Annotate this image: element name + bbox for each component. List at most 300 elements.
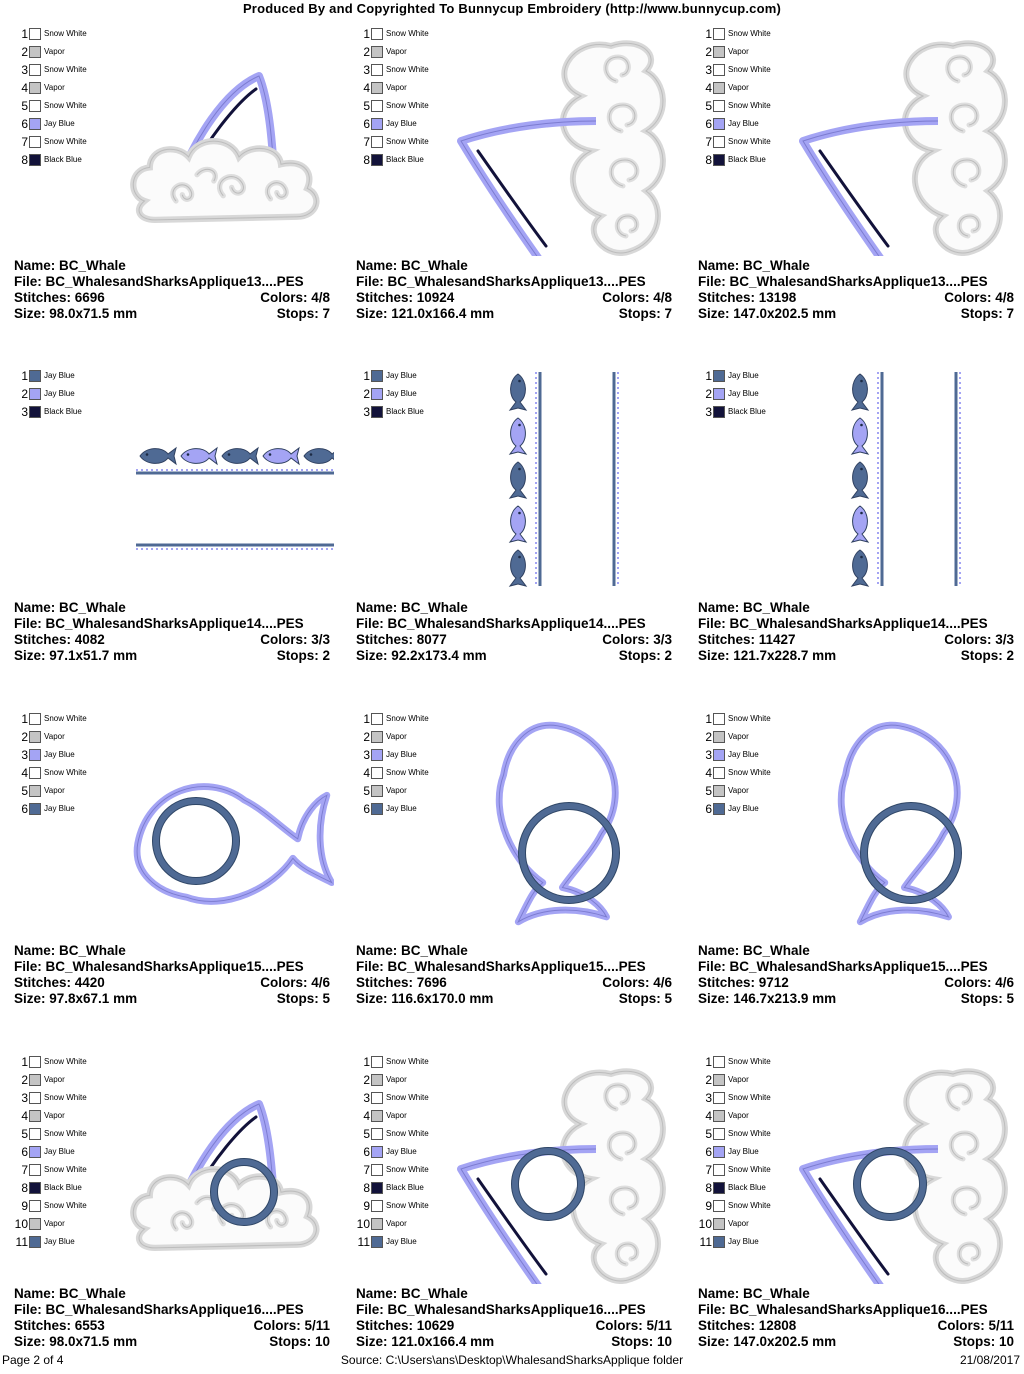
design-file: File: BC_WhalesandSharksApplique16....PES [14, 1302, 304, 1317]
design-name: Name: BC_Whale [698, 600, 810, 615]
legend-row [698, 1162, 808, 1178]
stop-count: Stops: 2 [960, 648, 1014, 663]
design-info [14, 1286, 330, 1350]
color-swatch [29, 1074, 41, 1086]
stop-count: Stops: 5 [960, 991, 1014, 1006]
thread-name: Snow White [386, 29, 429, 38]
thread-name: Jay Blue [386, 804, 417, 813]
color-swatch [713, 118, 725, 130]
legend-number: 1 [21, 1055, 28, 1069]
design-file: File: BC_WhalesandSharksApplique13....PES [356, 274, 646, 289]
design-size: Size: 147.0x202.5 mm [698, 306, 837, 321]
thread-name: Snow White [728, 101, 771, 110]
legend-number: 1 [363, 369, 370, 383]
thread-name: Snow White [728, 714, 771, 723]
design-info [698, 943, 1014, 1007]
color-swatch [371, 713, 383, 725]
design-name: Name: BC_Whale [356, 258, 468, 273]
legend-row [356, 26, 466, 42]
color-swatch [713, 1218, 725, 1230]
legend-number: 3 [21, 1091, 28, 1105]
design-info [356, 943, 672, 1007]
legend-row [14, 1162, 124, 1178]
thread-name: Snow White [44, 1093, 87, 1102]
thread-name: Black Blue [44, 407, 82, 416]
legend-row [698, 386, 808, 402]
design-size: Size: 121.0x166.4 mm [356, 306, 495, 321]
color-swatch [371, 1092, 383, 1104]
thread-name: Jay Blue [44, 1237, 75, 1246]
design-cell [14, 368, 334, 688]
design-name: Name: BC_Whale [14, 258, 126, 273]
legend-row [14, 98, 124, 114]
fish-motif [852, 506, 868, 542]
footer-date: 21/08/2017 [959, 1353, 1020, 1367]
legend-number: 11 [15, 1235, 28, 1249]
legend-row [14, 152, 124, 168]
legend-number: 7 [363, 1163, 370, 1177]
legend-number: 3 [705, 748, 712, 762]
legend-row [356, 1072, 466, 1088]
legend-number: 1 [21, 712, 28, 726]
color-swatch [371, 28, 383, 40]
color-swatch [371, 1110, 383, 1122]
legend-row [356, 1216, 466, 1232]
legend-row [14, 134, 124, 150]
thread-name: Vapor [386, 83, 407, 92]
design-cell [356, 368, 676, 688]
fish-motif [222, 448, 258, 464]
color-swatch [29, 82, 41, 94]
fish-motif [510, 462, 526, 498]
legend-row [356, 116, 466, 132]
fish-motif [140, 448, 176, 464]
fish-motif [304, 448, 334, 464]
legend-number: 5 [705, 99, 712, 113]
color-swatch [29, 118, 41, 130]
color-swatch [713, 1182, 725, 1194]
design-cell [14, 1054, 334, 1374]
legend-number: 6 [705, 802, 712, 816]
swirl-applique [905, 43, 1005, 253]
legend-number: 3 [705, 63, 712, 77]
legend-number: 2 [705, 730, 712, 744]
legend-row [698, 1234, 808, 1250]
legend-number: 10 [14, 1217, 28, 1231]
color-swatch [29, 406, 41, 418]
stitch-count: Stitches: 13198 [698, 290, 797, 305]
color-swatch [371, 1200, 383, 1212]
thread-name: Black Blue [728, 407, 766, 416]
thread-name: Jay Blue [386, 119, 417, 128]
legend-row [14, 783, 124, 799]
thread-name: Snow White [44, 29, 87, 38]
legend-number: 9 [705, 1199, 712, 1213]
color-swatch [371, 1164, 383, 1176]
color-swatch [713, 731, 725, 743]
legend-row [698, 368, 808, 384]
legend-row [356, 765, 466, 781]
legend-row [356, 801, 466, 817]
stop-count: Stops: 7 [618, 306, 672, 321]
legend-number: 3 [21, 63, 28, 77]
thread-name: Jay Blue [728, 1237, 759, 1246]
stop-count: Stops: 10 [611, 1334, 672, 1349]
stop-count: Stops: 5 [618, 991, 672, 1006]
legend-row [698, 1198, 808, 1214]
legend-row [698, 1108, 808, 1124]
color-count: Colors: 5/11 [595, 1318, 672, 1333]
thread-name: Vapor [728, 732, 749, 741]
thread-name: Jay Blue [728, 750, 759, 759]
color-swatch [371, 731, 383, 743]
design-info [14, 943, 330, 1007]
design-info [14, 600, 330, 664]
legend-row [14, 404, 124, 420]
legend-row [14, 116, 124, 132]
legend-number: 7 [363, 135, 370, 149]
design-size: Size: 98.0x71.5 mm [14, 1334, 138, 1349]
design-name: Name: BC_Whale [14, 1286, 126, 1301]
thread-name: Jay Blue [728, 389, 759, 398]
color-swatch [371, 136, 383, 148]
monogram-ring [854, 1148, 927, 1221]
thread-name: Black Blue [728, 1183, 766, 1192]
cloud-applique [133, 141, 316, 220]
legend-number: 1 [363, 27, 370, 41]
legend-number: 5 [21, 1127, 28, 1141]
legend-number: 8 [363, 1181, 370, 1195]
design-preview [798, 711, 1018, 941]
thread-name: Snow White [386, 137, 429, 146]
legend-number: 2 [363, 1073, 370, 1087]
thread-name: Vapor [44, 1111, 65, 1120]
thread-name: Jay Blue [386, 1237, 417, 1246]
design-name: Name: BC_Whale [698, 943, 810, 958]
thread-name: Snow White [728, 1201, 771, 1210]
fish-motif [852, 462, 868, 498]
legend-row [698, 1054, 808, 1070]
color-swatch [713, 136, 725, 148]
color-swatch [713, 1092, 725, 1104]
thread-name: Snow White [44, 1165, 87, 1174]
design-cell [698, 368, 1018, 688]
legend-number: 4 [21, 1109, 28, 1123]
color-swatch [29, 136, 41, 148]
legend-number: 5 [363, 784, 370, 798]
legend-row [356, 1180, 466, 1196]
design-preview [456, 1054, 676, 1284]
design-size: Size: 147.0x202.5 mm [698, 1334, 837, 1349]
legend-number: 1 [705, 712, 712, 726]
color-swatch [713, 1056, 725, 1068]
legend-row [356, 729, 466, 745]
design-cell [356, 711, 676, 1031]
legend-number: 5 [363, 1127, 370, 1141]
legend-number: 3 [21, 405, 28, 419]
color-swatch [29, 1110, 41, 1122]
stop-count: Stops: 7 [276, 306, 330, 321]
legend-row [698, 62, 808, 78]
color-swatch [713, 785, 725, 797]
color-swatch [371, 154, 383, 166]
legend-row [356, 1144, 466, 1160]
design-cell [14, 26, 334, 346]
color-swatch [713, 713, 725, 725]
color-swatch [29, 388, 41, 400]
design-cell [14, 711, 334, 1031]
design-file: File: BC_WhalesandSharksApplique14....PES [356, 616, 646, 631]
color-swatch [371, 767, 383, 779]
color-swatch [371, 749, 383, 761]
design-size: Size: 97.1x51.7 mm [14, 648, 138, 663]
legend-row [356, 711, 466, 727]
legend-number: 6 [363, 1145, 370, 1159]
thread-name: Snow White [44, 768, 87, 777]
design-preview [456, 368, 676, 598]
legend-row [14, 1234, 124, 1250]
design-preview [114, 368, 334, 598]
color-swatch [29, 1128, 41, 1140]
design-info [14, 258, 330, 322]
color-swatch [371, 1074, 383, 1086]
legend-row [698, 747, 808, 763]
thread-name: Vapor [728, 1111, 749, 1120]
legend-row [14, 26, 124, 42]
color-swatch [371, 100, 383, 112]
thread-name: Vapor [386, 1075, 407, 1084]
legend-row [698, 1090, 808, 1106]
legend-number: 2 [705, 387, 712, 401]
legend-number: 4 [705, 81, 712, 95]
color-swatch [29, 1200, 41, 1212]
thread-name: Black Blue [386, 407, 424, 416]
thread-name: Vapor [44, 47, 65, 56]
thread-name: Vapor [728, 1075, 749, 1084]
color-swatch [713, 1200, 725, 1212]
design-size: Size: 116.6x170.0 mm [356, 991, 494, 1006]
cloud-applique [133, 1169, 316, 1248]
stop-count: Stops: 5 [276, 991, 330, 1006]
legend-row [356, 134, 466, 150]
legend-row [356, 1198, 466, 1214]
legend-number: 4 [21, 766, 28, 780]
design-info [698, 258, 1014, 322]
legend-number: 7 [705, 135, 712, 149]
design-name: Name: BC_Whale [14, 600, 126, 615]
thread-name: Jay Blue [44, 371, 75, 380]
thread-name: Jay Blue [44, 804, 75, 813]
thread-name: Jay Blue [44, 750, 75, 759]
color-swatch [713, 1110, 725, 1122]
legend-row [698, 152, 808, 168]
thread-name: Snow White [386, 65, 429, 74]
legend-number: 2 [705, 1073, 712, 1087]
thread-name: Snow White [386, 1165, 429, 1174]
design-name: Name: BC_Whale [356, 943, 468, 958]
color-swatch [29, 100, 41, 112]
design-name: Name: BC_Whale [698, 1286, 810, 1301]
thread-name: Snow White [386, 1057, 429, 1066]
thread-name: Snow White [386, 101, 429, 110]
legend-number: 11 [699, 1235, 712, 1249]
thread-name: Snow White [728, 1093, 771, 1102]
thread-name: Black Blue [386, 155, 424, 164]
thread-name: Vapor [728, 786, 749, 795]
color-swatch [29, 1146, 41, 1158]
color-count: Colors: 4/8 [602, 290, 672, 305]
legend-number: 1 [705, 369, 712, 383]
legend-row [698, 116, 808, 132]
fish-motif [181, 448, 217, 464]
legend-row [698, 80, 808, 96]
legend-number: 8 [705, 153, 712, 167]
color-swatch [29, 64, 41, 76]
legend-number: 10 [356, 1217, 370, 1231]
thread-name: Vapor [44, 732, 65, 741]
legend-number: 6 [21, 1145, 28, 1159]
legend-number: 8 [705, 1181, 712, 1195]
legend-number: 3 [705, 405, 712, 419]
legend-number: 1 [705, 27, 712, 41]
color-swatch [371, 1146, 383, 1158]
legend-number: 1 [21, 27, 28, 41]
thread-name: Jay Blue [728, 1147, 759, 1156]
color-swatch [29, 1056, 41, 1068]
stitch-count: Stitches: 11427 [698, 632, 796, 647]
color-swatch [29, 46, 41, 58]
legend-row [14, 1144, 124, 1160]
legend-number: 1 [363, 712, 370, 726]
design-name: Name: BC_Whale [356, 600, 468, 615]
stitch-count: Stitches: 10629 [356, 1318, 455, 1333]
design-preview [114, 26, 334, 256]
legend-row [14, 801, 124, 817]
thread-name: Vapor [44, 1075, 65, 1084]
stitch-count: Stitches: 6553 [14, 1318, 105, 1333]
thread-name: Snow White [44, 65, 87, 74]
legend-number: 2 [705, 45, 712, 59]
legend-number: 4 [363, 766, 370, 780]
color-swatch [29, 767, 41, 779]
legend-row [14, 765, 124, 781]
swirl-applique [563, 43, 663, 253]
color-swatch [713, 154, 725, 166]
legend-number: 7 [21, 135, 28, 149]
design-cell [356, 26, 676, 346]
legend-number: 1 [705, 1055, 712, 1069]
color-swatch [371, 1056, 383, 1068]
legend-row [356, 44, 466, 60]
legend-row [698, 1144, 808, 1160]
legend-number: 4 [705, 1109, 712, 1123]
legend-number: 3 [705, 1091, 712, 1105]
color-swatch [29, 1164, 41, 1176]
color-count: Colors: 4/6 [602, 975, 672, 990]
design-size: Size: 121.0x166.4 mm [356, 1334, 495, 1349]
design-name: Name: BC_Whale [356, 1286, 468, 1301]
legend-row [14, 729, 124, 745]
thread-name: Vapor [386, 732, 407, 741]
legend-number: 8 [21, 1181, 28, 1195]
thread-name: Snow White [386, 1129, 429, 1138]
color-swatch [713, 1164, 725, 1176]
legend-row [698, 1216, 808, 1232]
thread-name: Snow White [386, 1201, 429, 1210]
color-swatch [371, 46, 383, 58]
legend-number: 2 [363, 730, 370, 744]
color-swatch [29, 713, 41, 725]
design-file: File: BC_WhalesandSharksApplique14....PES [14, 616, 304, 631]
fish-motif [852, 418, 868, 454]
stitch-count: Stitches: 10924 [356, 290, 455, 305]
legend-number: 6 [705, 1145, 712, 1159]
thread-name: Vapor [44, 1219, 65, 1228]
design-info [698, 1286, 1014, 1350]
stitch-count: Stitches: 7696 [356, 975, 447, 990]
thread-name: Snow White [44, 1201, 87, 1210]
legend-row [356, 152, 466, 168]
color-swatch [29, 1182, 41, 1194]
legend-number: 1 [363, 1055, 370, 1069]
design-preview [798, 1054, 1018, 1284]
legend-row [14, 1126, 124, 1142]
legend-number: 2 [21, 730, 28, 744]
design-info [356, 600, 672, 664]
thread-name: Snow White [728, 1129, 771, 1138]
thread-name: Black Blue [44, 155, 82, 164]
legend-row [698, 765, 808, 781]
thread-name: Vapor [728, 83, 749, 92]
thread-name: Black Blue [728, 155, 766, 164]
design-size: Size: 98.0x71.5 mm [14, 306, 138, 321]
legend-number: 4 [21, 81, 28, 95]
legend-row [356, 1126, 466, 1142]
legend-row [356, 783, 466, 799]
legend-row [698, 1072, 808, 1088]
legend-row [14, 44, 124, 60]
color-swatch [371, 1182, 383, 1194]
thread-name: Snow White [44, 714, 87, 723]
thread-name: Snow White [386, 714, 429, 723]
legend-number: 4 [705, 766, 712, 780]
legend-number: 1 [21, 369, 28, 383]
legend-row [356, 80, 466, 96]
fish-motif [510, 418, 526, 454]
legend-number: 7 [21, 1163, 28, 1177]
thread-name: Snow White [728, 137, 771, 146]
color-swatch [713, 767, 725, 779]
stop-count: Stops: 10 [953, 1334, 1014, 1349]
design-file: File: BC_WhalesandSharksApplique13....PES [698, 274, 988, 289]
legend-row [698, 729, 808, 745]
legend-number: 6 [21, 117, 28, 131]
design-size: Size: 121.7x228.7 mm [698, 648, 837, 663]
color-swatch [29, 749, 41, 761]
legend-row [14, 1054, 124, 1070]
color-swatch [713, 1074, 725, 1086]
legend-row [14, 1090, 124, 1106]
stitch-count: Stitches: 9712 [698, 975, 789, 990]
design-file: File: BC_WhalesandSharksApplique15....PES [356, 959, 646, 974]
legend-row [14, 368, 124, 384]
stop-count: Stops: 2 [276, 648, 330, 663]
legend-row [14, 711, 124, 727]
footer-page-number: Page 2 of 4 [2, 1353, 64, 1367]
design-preview [798, 26, 1018, 256]
legend-row [356, 98, 466, 114]
page-footer [0, 1353, 1024, 1369]
